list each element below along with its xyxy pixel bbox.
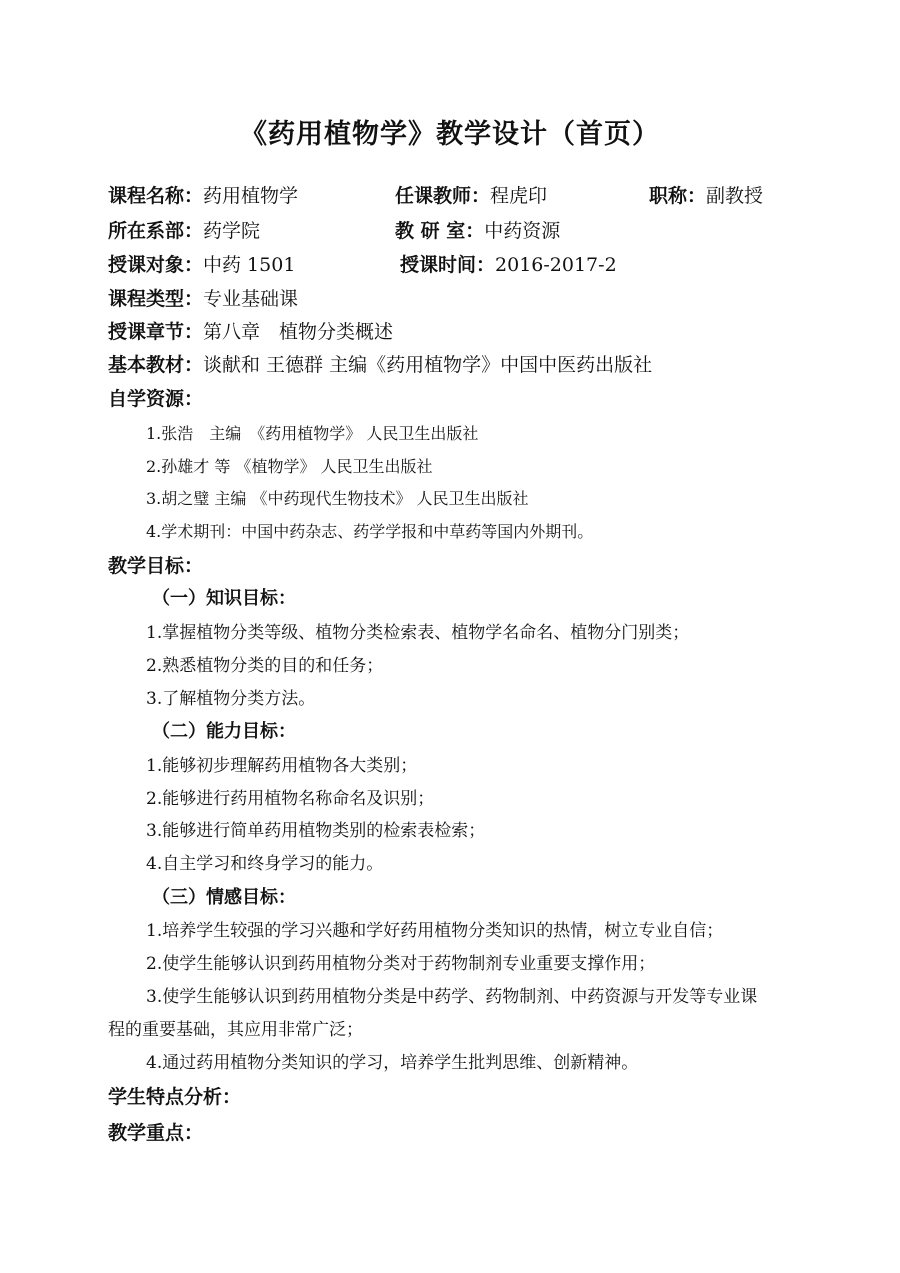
- chapter-value: 第八章 植物分类概述: [203, 321, 394, 343]
- office-row: [395, 222, 560, 241]
- emotion-item: 3.使学生能够认识到药用植物分类是中药学、药物制剂、中药资源与开发等专业课: [146, 987, 758, 1007]
- resource-item: 3.胡之璧 主编 《中药现代生物技术》 人民卫生出版社: [146, 489, 529, 508]
- audience-value: 中药 1501: [203, 254, 296, 276]
- term-label: 授课时间：: [400, 254, 496, 276]
- term-value: 2016-2017-2: [495, 254, 617, 276]
- chapter-label: 授课章节：: [108, 321, 204, 343]
- textbook-row: [108, 356, 652, 375]
- department-label: 所在系部：: [108, 220, 204, 242]
- ability-item: 3.能够进行简单药用植物类别的检索表检索；: [146, 821, 486, 841]
- resource-item: 2.孙雄才 等 《植物学》 人民卫生出版社: [146, 457, 433, 476]
- course-name-row: [108, 187, 298, 206]
- knowledge-item: 1.掌握植物分类等级、植物分类检索表、植物学名命名、植物分门别类；: [146, 623, 690, 643]
- knowledge-item: 3.了解植物分类方法。: [146, 689, 316, 709]
- teacher-row: [395, 187, 547, 206]
- department-row: [108, 222, 260, 241]
- emotion-heading: （三）情感目标：: [152, 887, 296, 908]
- emotion-item: 4.通过药用植物分类知识的学习，培养学生批判思维、创新精神。: [146, 1053, 639, 1073]
- teacher-value: 程虎印: [490, 185, 548, 207]
- rank-value: 副教授: [706, 185, 764, 207]
- resource-item: 4.学术期刊：中国中药杂志、药学学报和中草药等国内外期刊。: [146, 522, 594, 541]
- textbook-label: 基本教材：: [108, 354, 204, 376]
- term-row: [400, 256, 617, 275]
- rank-row: [649, 187, 763, 206]
- rank-label: 职称：: [649, 185, 707, 207]
- audience-row: [108, 256, 295, 275]
- chapter-row: [108, 323, 393, 342]
- resource-item: 1.张浩 主编 《药用植物学》 人民卫生出版社: [146, 424, 479, 443]
- department-value: 药学院: [203, 220, 261, 242]
- office-value: 中药资源: [484, 220, 561, 242]
- emotion-item: 2.使学生能够认识到药用植物分类对于药物制剂专业重要支撑作用；: [146, 954, 656, 974]
- ability-item: 2.能够进行药用植物名称命名及识别；: [146, 789, 435, 809]
- page-title: 《药用植物学》教学设计（首页）: [240, 119, 660, 150]
- audience-label: 授课对象：: [108, 254, 204, 276]
- course-name-value: 药用植物学: [203, 185, 299, 207]
- key-points-label: 教学重点：: [108, 1122, 204, 1144]
- ability-item: 4.自主学习和终身学习的能力。: [146, 854, 384, 874]
- textbook-value: 谈献和 王德群 主编《药用植物学》中国中医药出版社: [203, 354, 653, 376]
- emotion-item: 1.培养学生较强的学习兴趣和学好药用植物分类知识的热情，树立专业自信；: [146, 921, 724, 941]
- objectives-label: 教学目标：: [108, 555, 204, 577]
- student-analysis-label: 学生特点分析：: [108, 1086, 242, 1108]
- emotion-item-continued: 程的重要基础，其应用非常广泛；: [108, 1020, 363, 1040]
- office-label: 教 研 室：: [395, 220, 485, 242]
- type-label: 课程类型：: [108, 288, 204, 310]
- ability-item: 1.能够初步理解药用植物各大类别；: [146, 756, 418, 776]
- resources-label: 自学资源：: [108, 388, 204, 410]
- ability-heading: （二）能力目标：: [152, 721, 296, 742]
- knowledge-item: 2.熟悉植物分类的目的和任务；: [146, 656, 384, 676]
- type-value: 专业基础课: [203, 288, 299, 310]
- type-row: [108, 290, 298, 309]
- knowledge-heading: （一）知识目标：: [152, 588, 296, 609]
- teacher-label: 任课教师：: [395, 185, 491, 207]
- course-name-label: 课程名称：: [108, 185, 204, 207]
